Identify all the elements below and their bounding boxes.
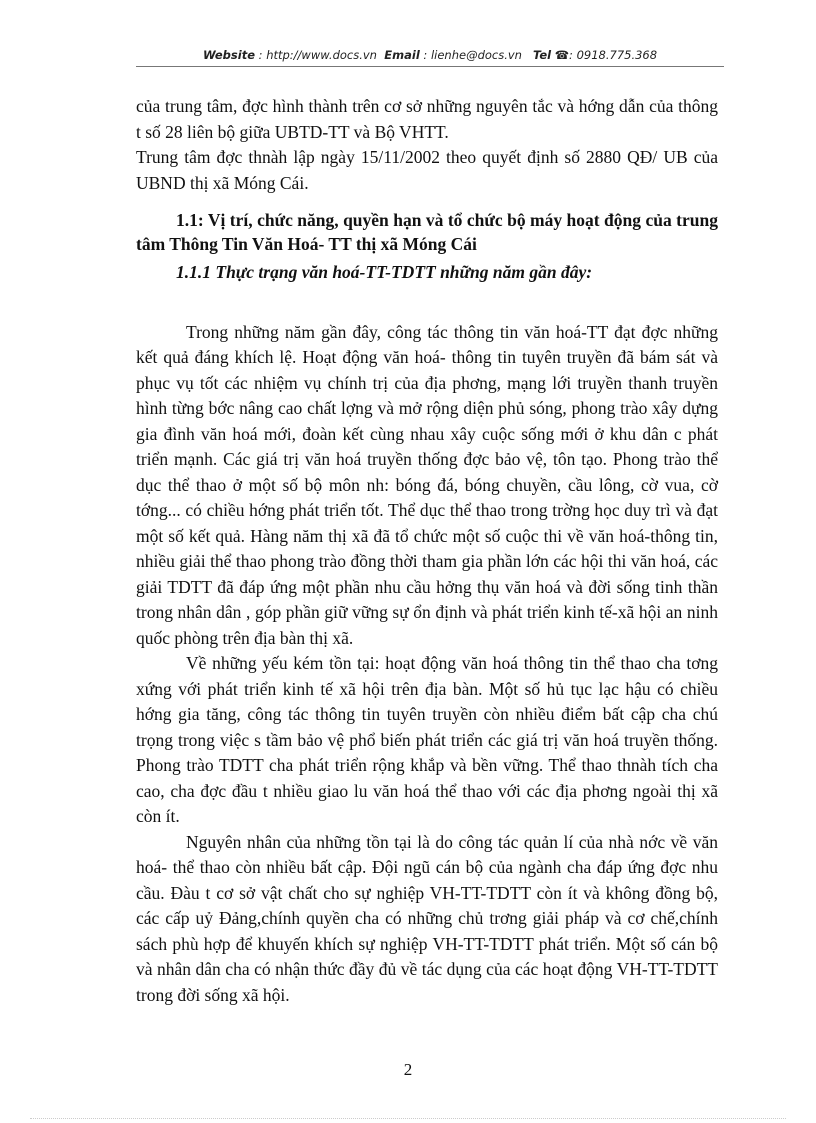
section-heading: 1.1: Vị trí, chức năng, quyền hạn và tổ chức bộ máy hoạt động của trung tâm Thông Tin Văn Hoá- TT thị xã Móng Cái (136, 210, 718, 254)
tel-value: : 0918.775.368 (569, 48, 658, 62)
footer-divider (30, 1118, 786, 1119)
document-body (136, 94, 718, 1008)
tel-label: Tel (532, 48, 552, 62)
body-paragraph-3: Nguyên nhân của những tồn tại là do công tác quản lí của nhà nớc về văn hoá- thể thao còn nhiều bất cập. Đội ngũ cán bộ của ngành cha đáp ứng đợc nhu cầu. Đàu t cơ sở vật chất cho sự nghiệp VH-TT-TDTT còn ít và không đồng bộ, các cấp uỷ Đảng,chính quyền cha có những chủ trơng giải pháp và cơ chế,chính sách phù hợp để khuyến khích sự nghiệp VH-TT-TDTT phát triển. Một số cán bộ và nhân dân cha có nhận thức đầy đủ về tác dụng của các hoạt động VH-TT-TDTT trong đời sống xã hội. (136, 831, 718, 1005)
body-paragraph-1: Trong những năm gần đây, công tác thông tin văn hoá-TT đạt đợc những kết quả đáng khích lệ. Hoạt động văn hoá- thông tin tuyên truyền đã bám sát và phục vụ tốt các nhiệm vụ chính trị của địa phơng, mạng lới truyền thanh truyền hình từng bớc nâng cao chất lợng và mở rộng diện phủ sóng, phong trào xây dựng gia đình văn hoá mới, đoàn kết cùng nhau xây cuộc sống mới ở khu dân c phát triển mạnh. Các giá trị văn hoá truyền thống đợc bảo vệ, tôn tạo. Phong trào thể dục thể thao ở một số bộ môn nh: bóng đá, bóng chuyền, cầu lông, cờ vua, cờ tớng... có chiều hớng phát triển tốt. Thể dục thể thao trong trờng học duy trì và đạt một số kết quả. Hàng năm thị xã đã tổ chức một số cuộc thi về văn hoá-thông tin, nhiều giải thể thao phong trào đồng thời tham gia phần lớn các hội thi văn hoá, các giải TDTT đã đáp ứng một phần nhu cầu hởng thụ văn hoá và đời sống tinh thần trong nhân dân , góp phần giữ vững sự ổn định và phát triển kinh tế-xã hội an ninh quốc phòng trên địa bàn thị xã. (136, 321, 718, 648)
website-value: : http://www.docs.vn (258, 48, 377, 62)
email-value: : lienhe@docs.vn (423, 48, 522, 62)
phone-icon: ☎ (554, 48, 570, 62)
body-paragraph-2: Về những yếu kém tồn tại: hoạt động văn hoá thông tin thể thao cha tơng xứng với phát triển kinh tế xã hội trên địa bàn. Một số hủ tục lạc hậu có chiều hớng gia tăng, công tác thông tin tuyên truyền còn nhiều điểm bất cập cha chú trọng trong việc s tầm bảo vệ phổ biến phát triển các giá trị văn hoá truyền thống. Phong trào TDTT cha phát triển rộng khắp và bền vững. Thể thao thnàh tích cha cao, cha đợc đầu t nhiều giao lu văn hoá thể thao với các địa phơng ngoài thị xã còn ít. (136, 653, 718, 826)
header-divider (136, 66, 724, 67)
intro-paragraph-1: của trung tâm, đợc hình thành trên cơ sở những nguyên tắc và hớng dẫn của thông t số 28 liên bộ giữa UBTD-TT và Bộ VHTT. (136, 96, 718, 142)
page-number: 2 (403, 1060, 413, 1079)
page-header (136, 48, 724, 62)
intro-paragraph-2: Trung tâm đợc thnàh lập ngày 15/11/2002 theo quyết định số 2880 QĐ/ UB của UBND thị xã Móng Cái. (136, 147, 718, 193)
website-label: Website (202, 48, 256, 62)
subsection-heading: 1.1.1 Thực trạng văn hoá-TT-TDTT những năm gần đây: (176, 262, 593, 282)
email-label: Email (384, 48, 420, 62)
